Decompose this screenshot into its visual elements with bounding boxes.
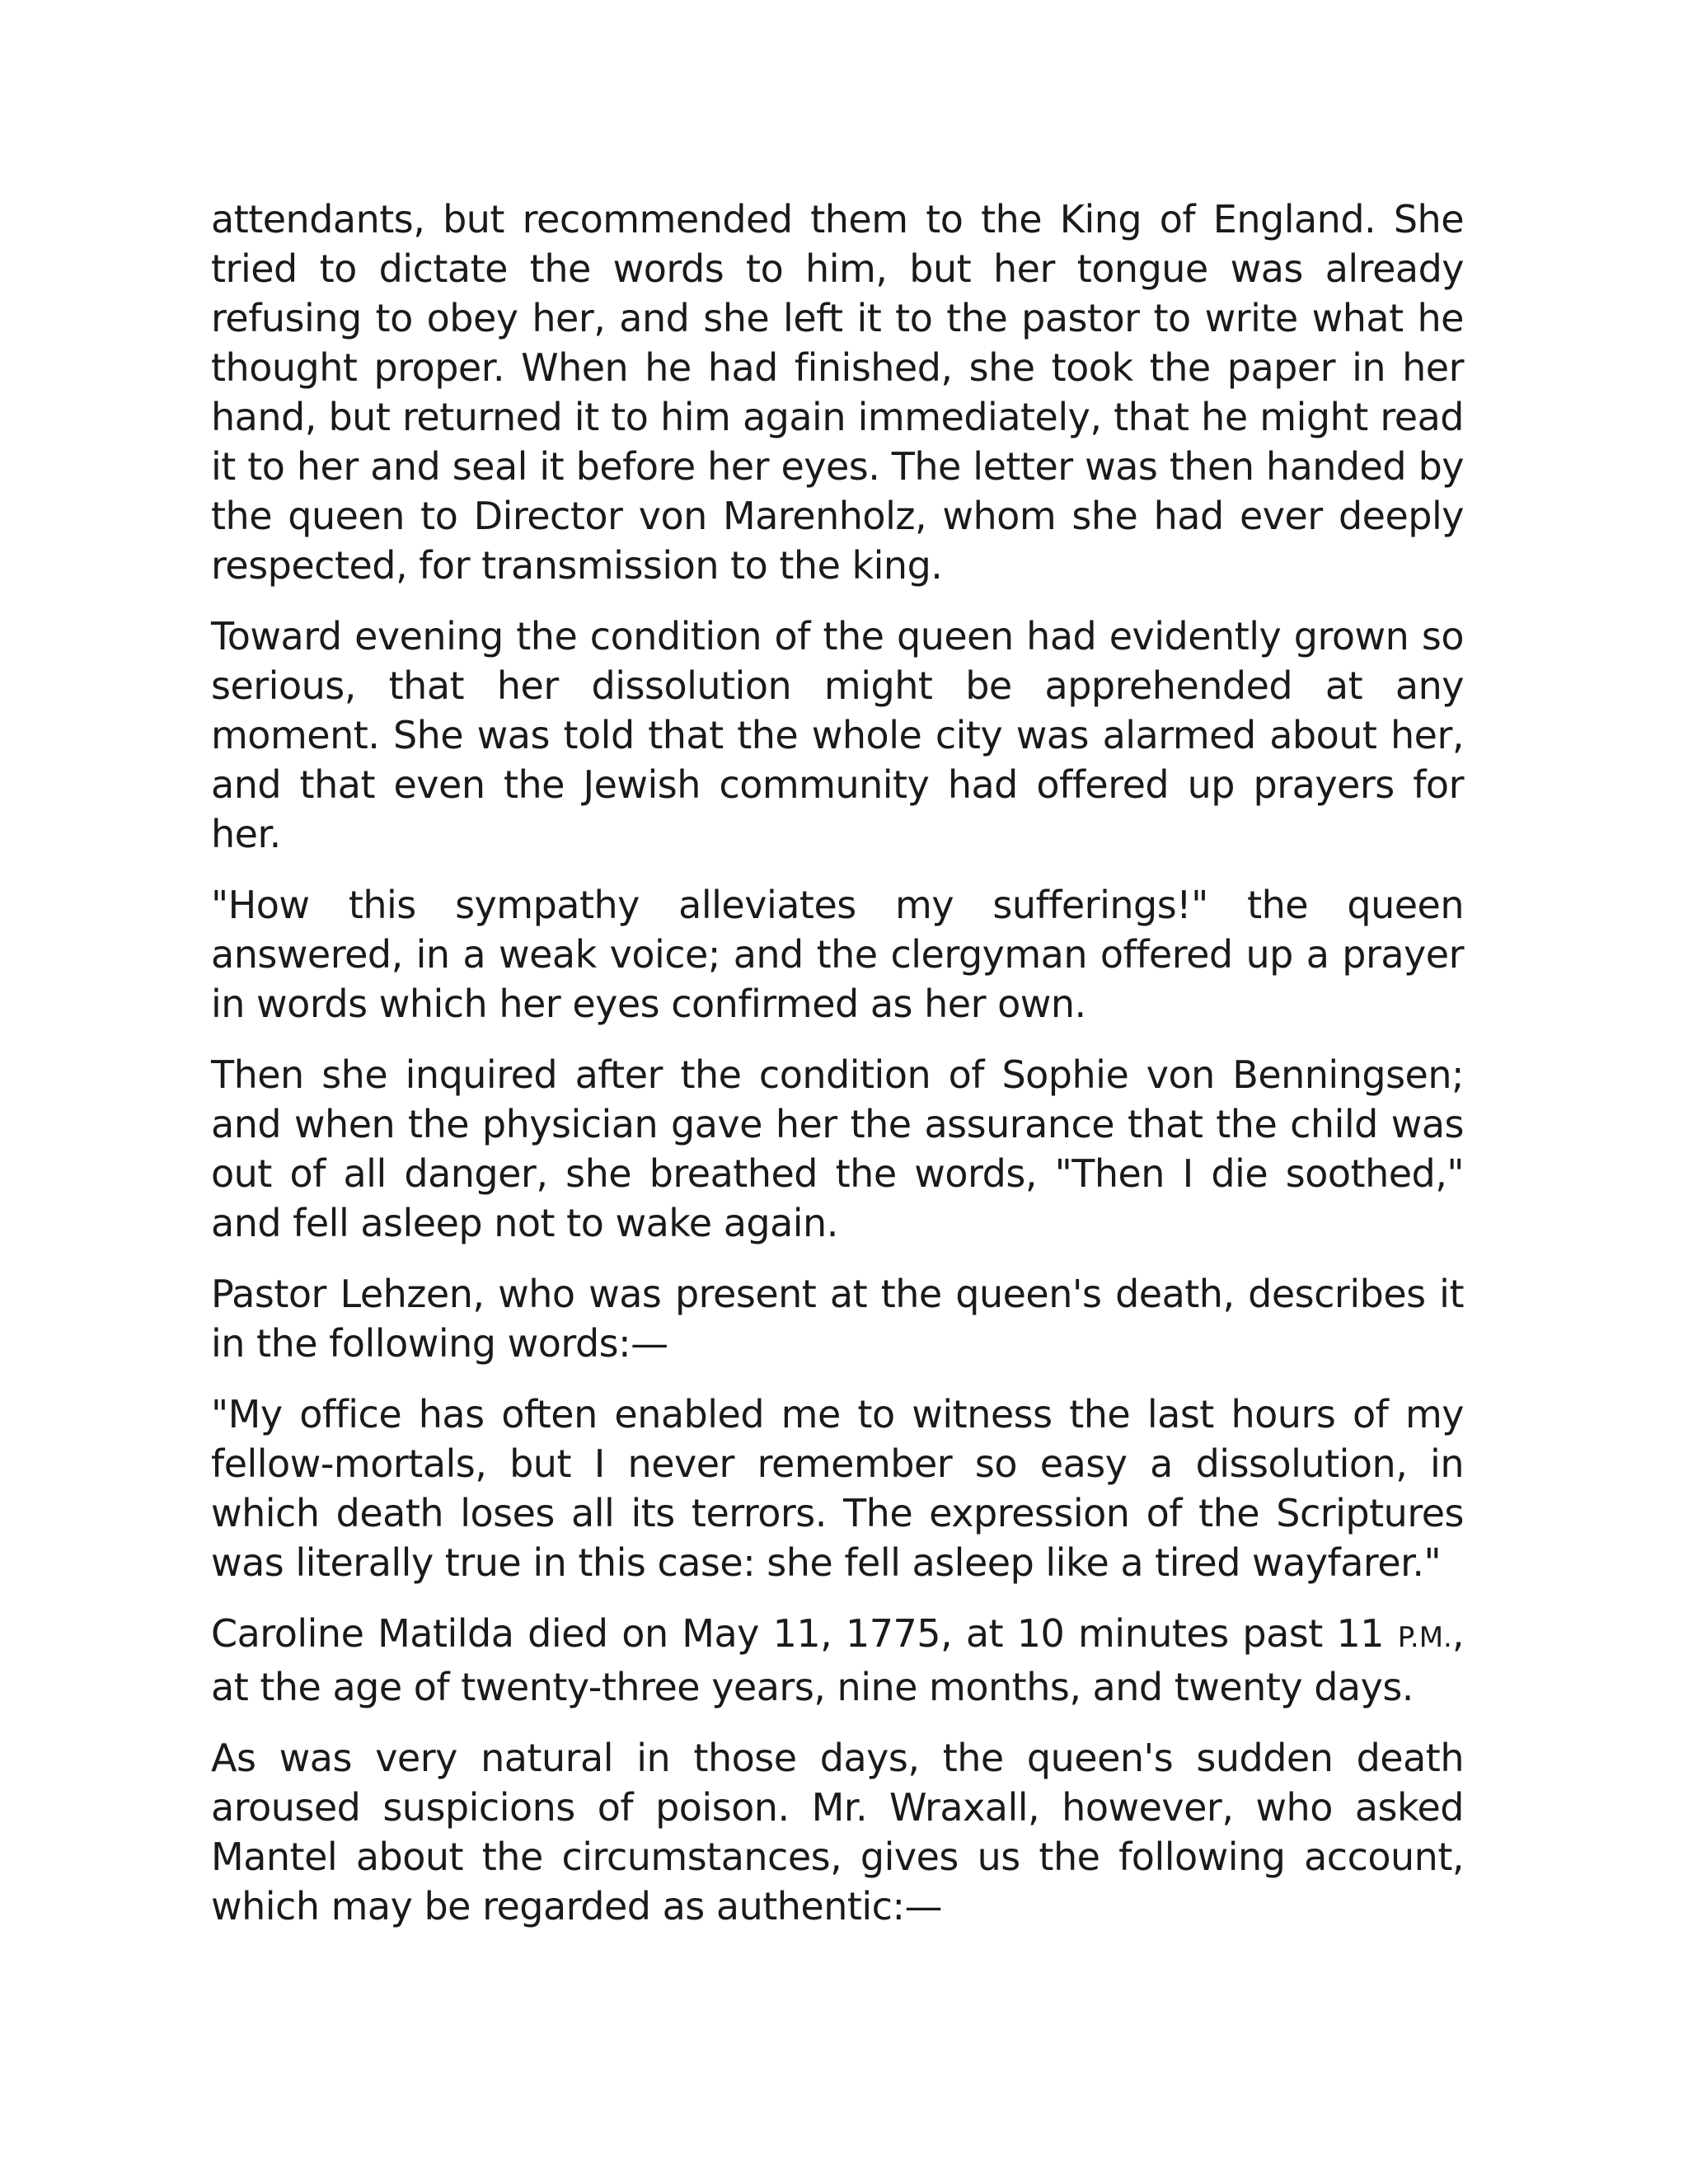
paragraph-quote: "My office has often enabled me to witness the last hours of my fellow-mortals, but I never remember so easy a dissolution, in which death loses all its terrors. The expression of the Scriptures was literally true in this case: she fell asleep like a tired wayfarer." [211, 1392, 1464, 1585]
paragraph-sympathy: "How this sympathy alleviates my sufferings!" the queen answered, in a weak voice; and the clergyman offered up a prayer in words which her eyes confirmed as her own. [211, 883, 1464, 1026]
paragraph-poison: As was very natural in those days, the queen's sudden death aroused suspicions of poison. Mr. Wraxall, however, who asked Mantel about the circumstances, gives us the following account, which may be regarded as authentic:— [211, 1736, 1464, 1929]
paragraph-death [211, 1609, 1464, 1712]
paragraph-lehzen: Pastor Lehzen, who was present at the queen's death, describes it in the following words:— [211, 1272, 1464, 1366]
page-body [211, 194, 1464, 1952]
paragraph-letter: attendants, but recommended them to the King of England. She tried to dictate the words to him, but her tongue was already refusing to obey her, and she left it to the pastor to write what he thought proper. When he had finished, she took the paper in her hand, but returned it to him again immediately, that he might read it to her and seal it before her eyes. The letter was then handed by the queen to Director von Marenholz, whom she had ever deeply respected, for transmission to the king. [211, 197, 1464, 588]
death-text-start: Caroline Matilda died on May 11, 1775, at 10 minutes past 11 [211, 1611, 1398, 1656]
death-text-end: , at the age of twenty-three years, nine months, and twenty days. [211, 1611, 1464, 1709]
paragraph-evening: Toward evening the condition of the queen had evidently grown so serious, that her dissolution might be apprehended at any moment. She was told that the whole city was alarmed about her, and that even the Jewish community had offered up prayers for her. [211, 614, 1464, 856]
paragraph-sophie: Then she inquired after the condition of Sophie von Benningsen; and when the physician gave her the assurance that the child was out of all danger, she breathed the words, "Then I die soothed," and fell asleep not to wake again. [211, 1052, 1464, 1245]
time-marker: P.M. [1397, 1621, 1452, 1654]
